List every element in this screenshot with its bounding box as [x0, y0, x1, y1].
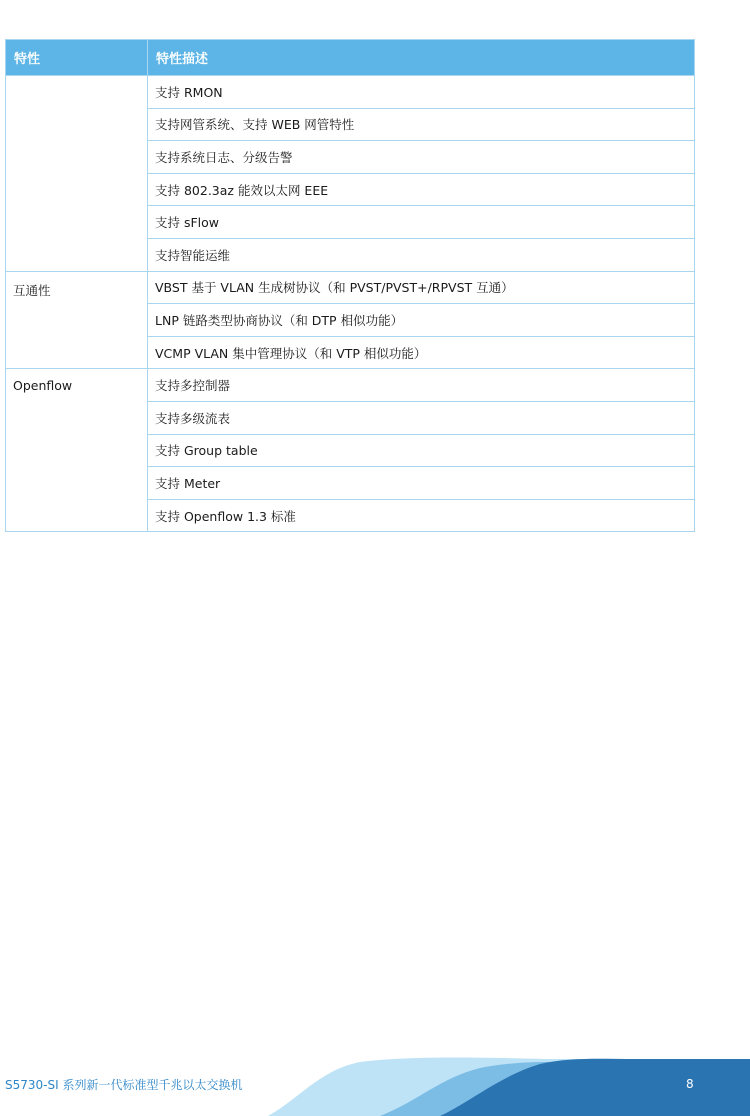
- description-cell: 支持系统日志、分级告警: [148, 141, 695, 174]
- description-cell: 支持 Meter: [148, 467, 695, 500]
- table-row: [6, 76, 695, 109]
- description-cell: 支持智能运维: [148, 238, 695, 271]
- description-cell: VBST 基于 VLAN 生成树协议（和 PVST/PVST+/RPVST 互通）: [148, 271, 695, 304]
- feature-cell-management: [6, 76, 148, 272]
- description-cell: 支持 Openflow 1.3 标准: [148, 499, 695, 532]
- description-cell: 支持 RMON: [148, 76, 695, 109]
- description-cell: 支持多控制器: [148, 369, 695, 402]
- feature-cell-openflow: Openflow: [6, 369, 148, 532]
- header-feature: 特性: [6, 40, 148, 76]
- feature-cell-interoperability: 互通性: [6, 271, 148, 369]
- description-cell: 支持 Group table: [148, 434, 695, 467]
- header-description: 特性描述: [148, 40, 695, 76]
- table-header-row: [6, 40, 695, 76]
- description-cell: VCMP VLAN 集中管理协议（和 VTP 相似功能）: [148, 336, 695, 369]
- footer-title: S5730-SI 系列新一代标准型千兆以太交换机: [5, 1078, 243, 1092]
- description-cell: 支持多级流表: [148, 401, 695, 434]
- page-footer: [0, 1056, 750, 1116]
- spec-table: [5, 39, 695, 532]
- description-cell: 支持 sFlow: [148, 206, 695, 239]
- page-number: 8: [686, 1077, 694, 1091]
- description-cell: 支持网管系统、支持 WEB 网管特性: [148, 108, 695, 141]
- description-cell: 支持 802.3az 能效以太网 EEE: [148, 173, 695, 206]
- table-row: [6, 271, 695, 304]
- table-row: [6, 369, 695, 402]
- description-cell: LNP 链路类型协商协议（和 DTP 相似功能）: [148, 304, 695, 337]
